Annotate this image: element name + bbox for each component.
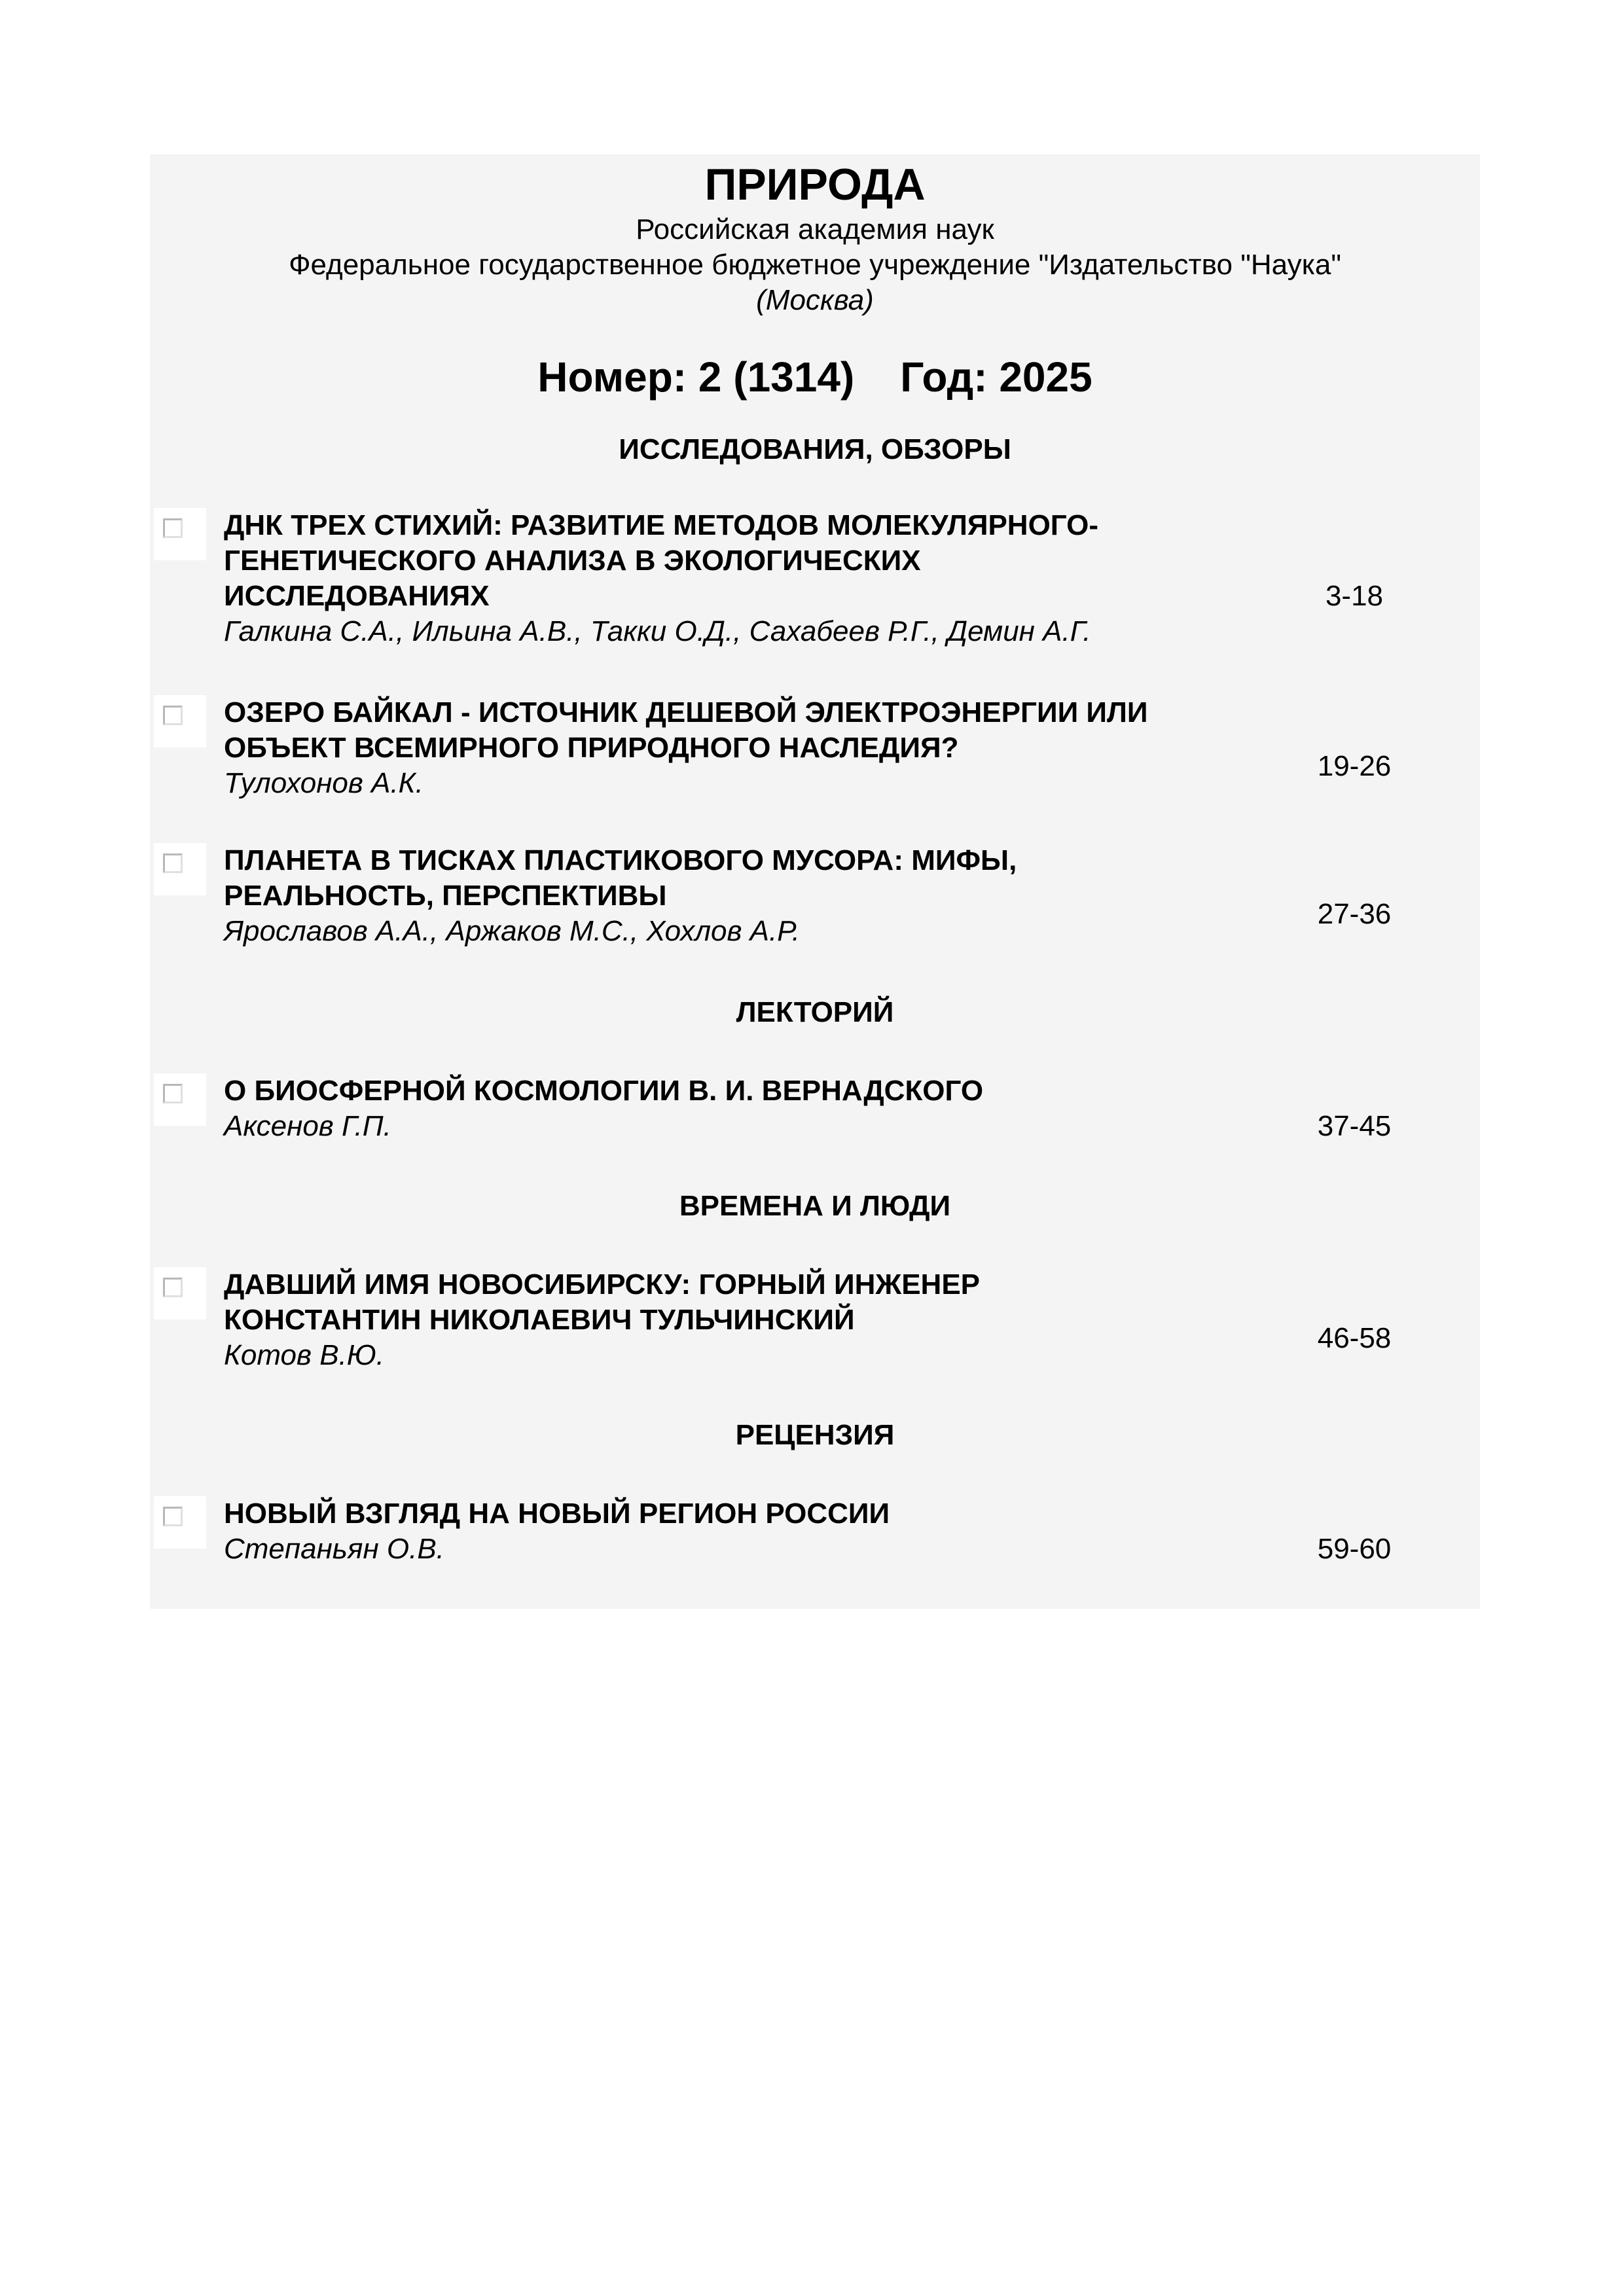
article-title-line: ДНК ТРЕХ СТИХИЙ: РАЗВИТИЕ МЕТОДОВ МОЛЕКУЛЯРНОГО- bbox=[224, 509, 1099, 541]
article-title[interactable] bbox=[224, 843, 1245, 914]
article-title-line: КОНСТАНТИН НИКОЛАЕВИЧ ТУЛЬЧИНСКИЙ bbox=[224, 1304, 855, 1336]
publisher-name: Федеральное государственное бюджетное учреждение "Издательство "Наука" bbox=[289, 249, 1341, 281]
article-authors: Степаньян О.В. bbox=[224, 1533, 444, 1565]
article-authors: Тулохонов А.К. bbox=[224, 767, 424, 799]
article-checkbox[interactable] bbox=[154, 1496, 206, 1549]
article-pages: 37-45 bbox=[1317, 1110, 1392, 1142]
article-title[interactable] bbox=[224, 1267, 1245, 1338]
checkbox-icon bbox=[163, 518, 183, 538]
article-title[interactable] bbox=[224, 695, 1245, 766]
article-title[interactable] bbox=[224, 1073, 1245, 1109]
article-checkbox[interactable] bbox=[154, 843, 206, 895]
article-authors: Галкина С.А., Ильина А.В., Такки О.Д., Сахабеев Р.Г., Демин А.Г. bbox=[224, 615, 1091, 647]
article-title-line: ГЕНЕТИЧЕСКОГО АНАЛИЗА В ЭКОЛОГИЧЕСКИХ bbox=[224, 545, 921, 577]
section-title: ИССЛЕДОВАНИЯ, ОБЗОРЫ bbox=[619, 433, 1011, 465]
section-title: РЕЦЕНЗИЯ bbox=[735, 1419, 895, 1451]
article-authors: Аксенов Г.П. bbox=[224, 1110, 391, 1142]
article-pages: 46-58 bbox=[1317, 1322, 1392, 1354]
article-pages: 3-18 bbox=[1325, 580, 1384, 612]
checkbox-icon bbox=[163, 706, 183, 725]
issue-number: Номер: 2 (1314) bbox=[537, 353, 855, 401]
checkbox-icon bbox=[163, 1507, 183, 1526]
article-checkbox[interactable] bbox=[154, 1073, 206, 1126]
checkbox-icon bbox=[163, 1084, 183, 1103]
article-title-line: О БИОСФЕРНОЙ КОСМОЛОГИИ В. И. ВЕРНАДСКОГО bbox=[224, 1075, 984, 1107]
issue-info bbox=[150, 352, 1480, 402]
article-checkbox[interactable] bbox=[154, 695, 206, 747]
article-pages: 27-36 bbox=[1317, 898, 1392, 930]
article-title-line: ОЗЕРО БАЙКАЛ - ИСТОЧНИК ДЕШЕВОЙ ЭЛЕКТРОЭНЕРГИИ ИЛИ bbox=[224, 696, 1148, 728]
article-checkbox[interactable] bbox=[154, 508, 206, 560]
article-checkbox[interactable] bbox=[154, 1267, 206, 1319]
article-title-line: ДАВШИЙ ИМЯ НОВОСИБИРСКУ: ГОРНЫЙ ИНЖЕНЕР bbox=[224, 1268, 981, 1300]
academy-name: Российская академия наук bbox=[636, 213, 994, 245]
article-title[interactable] bbox=[224, 508, 1245, 614]
article-title-line: ПЛАНЕТА В ТИСКАХ ПЛАСТИКОВОГО МУСОРА: МИФЫ, bbox=[224, 844, 1017, 876]
article-authors: Ярославов А.А., Аржаков М.С., Хохлов А.Р. bbox=[224, 915, 800, 947]
article-title-line: ИССЛЕДОВАНИЯХ bbox=[224, 580, 490, 612]
table-of-contents-panel bbox=[150, 154, 1480, 1609]
section-title: ВРЕМЕНА И ЛЮДИ bbox=[679, 1190, 951, 1222]
journal-title: ПРИРОДА bbox=[704, 160, 926, 209]
article-title-line: НОВЫЙ ВЗГЛЯД НА НОВЫЙ РЕГИОН РОССИИ bbox=[224, 1498, 890, 1530]
article-title-line: ОБЪЕКТ ВСЕМИРНОГО ПРИРОДНОГО НАСЛЕДИЯ? bbox=[224, 732, 959, 764]
article-title[interactable] bbox=[224, 1496, 1245, 1532]
publisher-city: (Москва) bbox=[756, 284, 874, 316]
article-pages: 19-26 bbox=[1317, 750, 1392, 782]
article-authors: Котов В.Ю. bbox=[224, 1339, 385, 1371]
section-title: ЛЕКТОРИЙ bbox=[736, 996, 894, 1028]
checkbox-icon bbox=[163, 1278, 183, 1297]
article-title-line: РЕАЛЬНОСТЬ, ПЕРСПЕКТИВЫ bbox=[224, 880, 667, 912]
article-pages: 59-60 bbox=[1317, 1533, 1392, 1565]
checkbox-icon bbox=[163, 853, 183, 873]
issue-year: Год: 2025 bbox=[900, 353, 1092, 401]
